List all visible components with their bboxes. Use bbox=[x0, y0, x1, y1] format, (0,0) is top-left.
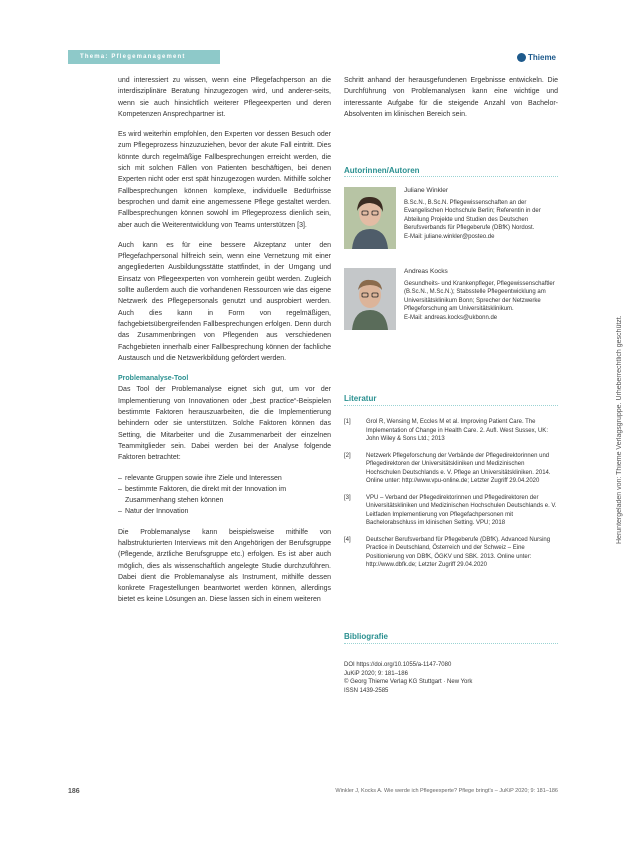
paragraph: Schritt anhand der herausgefundenen Ergebnisse entwickeln. Die Durchführung von Problemanalysen kann eine wichtige und interessante Aufgabe für die steigende Anzahl von Bachelor-Absolventen im klinischen Bereich sein. bbox=[344, 77, 558, 118]
thieme-logo-icon bbox=[517, 53, 526, 62]
author-photo bbox=[344, 187, 396, 249]
download-notice: Heruntergeladen von: Thieme Verlagsgruppe. Urheberrechtlich geschützt. bbox=[616, 315, 623, 545]
bullet-list bbox=[118, 473, 331, 518]
reference-item bbox=[344, 536, 558, 570]
header-band-text: Thema: Pflegemanagement bbox=[80, 54, 186, 60]
footer-citation: Winkler J, Kocks A. Wie werde ich Pflegeexperte? Pflege bringt's – JuKiP 2020; 9: 181–186 bbox=[335, 788, 558, 794]
author-bio: Gesundheits- und Krankenpfleger, Pflegewissenschaftler (B.Sc.N., M.Sc.N.); Stabsstelle Pflegeentwicklung am Universitätsklinikum Bonn; Sprecher der Netzwerke Pflegeforschung am Universitätsklinikum. bbox=[404, 280, 555, 313]
author-info bbox=[404, 187, 558, 242]
reference-list bbox=[344, 418, 558, 578]
author-bio: B.Sc.N., B.Sc.N. Pflegewissenschaften an der Evangelischen Hochschule Berlin; Referentin in der Abteilung Projekte und Studien des Deutschen Berufsverbands für Pflegeberufe (DBfK) Nordost. bbox=[404, 199, 541, 232]
bibliography-block bbox=[344, 661, 558, 695]
reference-item bbox=[344, 494, 558, 528]
reference-number: [3] bbox=[344, 494, 351, 501]
divider bbox=[344, 405, 558, 406]
left-column bbox=[118, 75, 331, 615]
bibliography-heading: Bibliografie bbox=[344, 632, 389, 641]
right-column-intro bbox=[344, 75, 558, 129]
paragraph: Auch kann es für eine bessere Akzeptanz unter den Pflegefachpersonal hilfreich sein, wenn eine Vernetzung mit einer angegliederten Ausbildungsstätte stattfindet, in der Umgang und Einsatz von Pflegeexperten von vornherein geübt werden. Zugleich sollte außerdem auch die vorhandenen Ressourcen wie das eigene Netzwerk des Pflegepersonals genutzt und ausprobiert werden. Auch dies kann in Form von regelmäßigen, fachgebietsübergreifenden Fallbesprechungen erfolgen. Denn durch das Zusammenbringen von Pflegenden aus verschiedenen Fachgebieten innerhalb einer Fallbesprechung können der fachliche Austausch und die Netzwerkbildung gefördert werden. bbox=[118, 241, 331, 362]
reference-number: [1] bbox=[344, 419, 351, 425]
reference-text: VPU – Verband der Pflegedirektorinnen und Pflegedirektoren der Universitätskliniken und Medizinischen Hochschulen Deutschlands e. V. Leitfaden Implementierung von Pflegefachpersonen mit Bachelorabschluss im klinischen Setting. VPU; 2018 bbox=[366, 494, 557, 526]
reference-number: [4] bbox=[344, 536, 351, 543]
reference-text: Deutscher Berufsverband für Pflegeberufe (DBfK). Advanced Nursing Practice in Deutschland, Österreich und der Schweiz – Eine Positionierung von DBfK, ÖGKV und SBK. 2013. Online unter: http://www.dbfk.de; Letzter Zugriff 29.04.2020 bbox=[366, 536, 551, 568]
reference-text: Netzwerk Pflegeforschung der Verbände der Pflegedirektorinnen und Pflegedirektoren der Universitätskliniken und Medizinischen Hochschulen Deutschlands e. V. Pflege an Universitätskliniken. 2014. Online unter: http://www.vpu-online.de; Letzter Zugriff 29.04.2020 bbox=[366, 452, 551, 484]
bibliography-line: ISSN 1439-2585 bbox=[344, 687, 389, 694]
reference-number: [2] bbox=[344, 452, 351, 459]
paragraph: Die Problemanalyse kann beispielsweise mithilfe von halbstrukturierten Interviews mit den Angehörigen der Berufsgruppe (Pflegende, ärztliche Berufsgruppe etc.) erfolgen. Es ist aber auch möglich, dies als wissenschaftlich angelegte Studie durchzuführen. Dabei dient die Problemanalyse als Instrument, mithilfe dessen konkrete Fragestellungen beantwortet werden können, allerdings bietet es keine Lösungen an. Diese lassen sich in einem weiteren bbox=[118, 528, 331, 604]
author-photo bbox=[344, 268, 396, 330]
paragraph: Es wird weiterhin empfohlen, den Experten vor dessen Besuch oder zum Pflegeprozess hinzuzuziehen, bevor der akute Fall eintritt. Dies könnte durch regelmäßige Fallbesprechungen erreicht werden, die sich mit solchen Fällen von Patienten beschäftigen, bei denen Experten nicht oder erst spät hinzugezogen wurden. Mithilfe solcher Fallbesprechungen können komplexe, individuelle Bedürfnisse besprochen und damit eine angemessene Pflege gestaltet werden. Fallbesprechungen können sowohl im Pflegeprozess dienlich sein, aber auch die Weiterentwicklung von Teams unterstützen [3]. bbox=[118, 131, 331, 229]
bibliography-line: © Georg Thieme Verlag KG Stuttgart · New York bbox=[344, 679, 473, 686]
author-name: Andreas Kocks bbox=[404, 268, 448, 275]
thieme-logo bbox=[517, 50, 556, 64]
paragraph: und interessiert zu wissen, wenn eine Pflegefachperson an die interdisziplinäre Beratung hinzugezogen wird, und anderer-seits, wenn sie auch hinsichtlich weiterer Pflegeexperten und deren Kompetenzen Ansprechpartner ist. bbox=[118, 77, 331, 118]
divider bbox=[344, 176, 558, 177]
list-item: – bestimmte Faktoren, die direkt mit der Innovation im Zusammenhang stehen können bbox=[118, 484, 331, 507]
thieme-logo-text: Thieme bbox=[528, 52, 557, 62]
section-subheading: Problemanalyse-Tool bbox=[118, 375, 189, 383]
reference-item bbox=[344, 418, 558, 444]
paragraph: Das Tool der Problemanalyse eignet sich gut, um vor der Implementierung von Innovationen oder „best practice“-Beispielen bestimmte Faktoren herauszuarbeiten, die die Implementierung behindern oder sie unterstützen. Solche Faktoren können das Setting, die Mitarbeiter und die Zusammenarbeit der einzelnen Teammitglieder sein. Dabei werden bei der Analyse folgende Faktoren betrachtet: bbox=[118, 386, 331, 462]
author-name: Juliane Winkler bbox=[404, 187, 449, 194]
authors-heading: Autorinnen/Autoren bbox=[344, 166, 420, 175]
reference-item bbox=[344, 452, 558, 486]
page-number: 186 bbox=[68, 788, 80, 795]
bibliography-line: JuKiP 2020; 9: 181–186 bbox=[344, 670, 408, 677]
author-info bbox=[404, 268, 558, 323]
divider bbox=[344, 643, 558, 644]
literature-heading: Literatur bbox=[344, 394, 377, 403]
doi-link[interactable]: DOI https://doi.org/10.1055/a-1147-7080 bbox=[344, 662, 452, 668]
list-item: – Natur der Innovation bbox=[118, 506, 331, 517]
reference-text: Grol R, Wensing M, Eccles M et al. Improving Patient Care. The Implementation of Change in Health Care. 2. Aufl. West Sussex, UK: John Wiley & Sons Ltd.; 2013 bbox=[366, 419, 548, 442]
list-item: – relevante Gruppen sowie ihre Ziele und Interessen bbox=[118, 473, 331, 484]
header-band bbox=[68, 50, 220, 64]
author-email[interactable]: E-Mail: andreas.kocks@ukbonn.de bbox=[404, 314, 498, 321]
author-email[interactable]: E-Mail: juliane.winkler@posteo.de bbox=[404, 233, 495, 240]
